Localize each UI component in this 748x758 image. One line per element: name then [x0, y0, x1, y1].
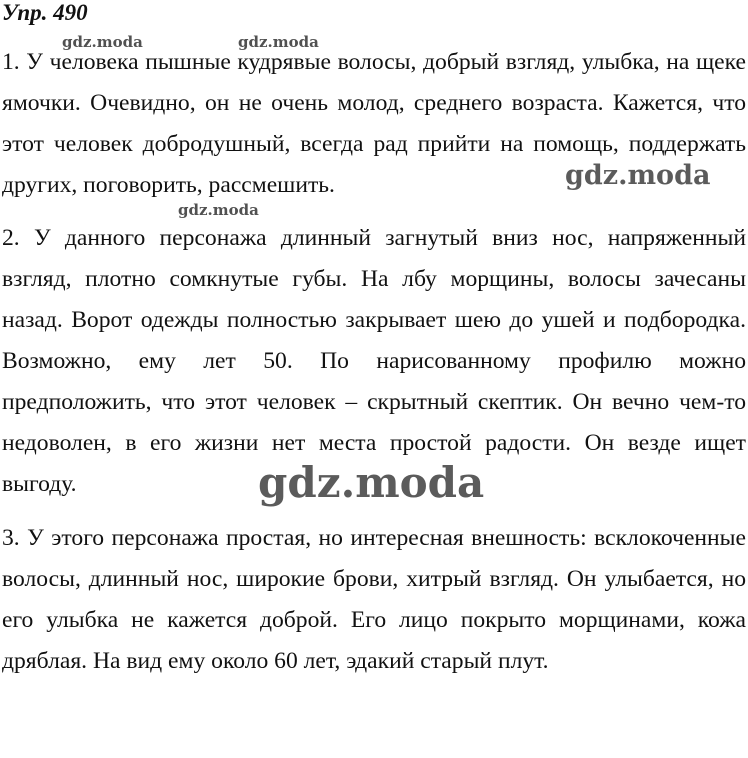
answer-paragraph-1: 1. У человека пышные кудрявые волосы, добрый взгляд, улыбка, на щеке ямочки. Очевидно, он не очень молод, среднего возраста. Кажется, что этот человек добродушный, всегда рад прийти на помощь, поддержать других, поговорить, рассмешить.: [2, 49, 746, 198]
watermark: gdz.moda: [178, 201, 259, 219]
watermark: gdz.moda: [258, 458, 485, 507]
watermark: gdz.moda: [62, 33, 143, 51]
answer-paragraph-3: 3. У этого персонажа простая, но интересная внешность: всклокоченные волосы, длинный нос, широкие брови, хитрый взгляд. Он улыбается, но его улыбка не кажется доброй. Его лицо покрыто морщинами, кожа дряблая. На вид ему около 60 лет, эдакий старый плут.: [2, 525, 746, 674]
watermark: gdz.moda: [238, 33, 319, 51]
answer-paragraph-2: 2. У данного персонажа длинный загнутый вниз нос, напряженный взгляд, плотно сомкнутые губы. На лбу морщины, волосы зачесаны назад. Ворот одежды полностью закрывает шею до ушей и подбородка. Возможно, ему лет 50. По нарисованному профилю можно предположить, что этот человек – скрытный скептик. Он вечно чем-то недоволен, в его жизни нет места простой радости. Он везде ищет выгоду.: [2, 225, 746, 497]
exercise-title: Упр. 490: [2, 0, 88, 25]
watermark: gdz.moda: [565, 160, 711, 191]
